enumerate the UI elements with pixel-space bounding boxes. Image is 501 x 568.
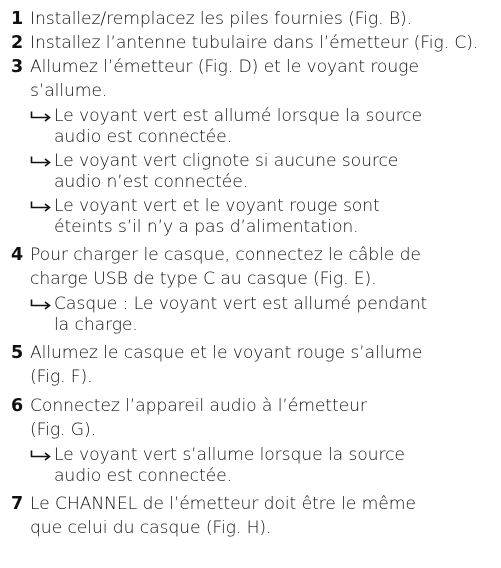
- step-text: Installez l’antenne tubulaire dans l’émetteur (Fig. C).: [30, 33, 479, 53]
- step-3-result-3: [30, 196, 493, 238]
- step-4: [11, 243, 493, 291]
- return-arrow-icon: [30, 294, 54, 315]
- result-text: Casque : Le voyant vert est allumé pendant la charge.: [54, 294, 428, 335]
- step-number: 6: [11, 396, 24, 416]
- result-text: Le voyant vert et le voyant rouge sont éteints s’il n’y a pas d’alimentation.: [54, 196, 380, 237]
- result-text: Le voyant vert clignote si aucune source audio n’est connectée.: [54, 151, 399, 192]
- result-text: Le voyant vert est allumé lorsque la source audio est connectée.: [54, 106, 423, 147]
- step-6-result-1: [30, 445, 493, 487]
- step-number: 2: [11, 33, 24, 53]
- step-number: 1: [11, 9, 24, 29]
- step-3-result-2: [30, 151, 493, 193]
- step-number: 7: [11, 494, 24, 514]
- step-text: Allumez le casque et le voyant rouge s’allume (Fig. F).: [30, 343, 423, 387]
- return-arrow-icon: [30, 445, 54, 466]
- step-7: [11, 492, 493, 540]
- step-3: [11, 55, 493, 103]
- step-number: 5: [11, 343, 24, 363]
- step-3-result-1: [30, 106, 493, 148]
- step-number: 3: [11, 57, 24, 77]
- step-1: [11, 7, 493, 31]
- step-4-result-1: [30, 294, 493, 336]
- step-text: Allumez l’émetteur (Fig. D) et le voyant rouge s’allume.: [30, 57, 419, 101]
- return-arrow-icon: [30, 196, 54, 217]
- step-5: [11, 341, 493, 389]
- step-text: Connectez l’appareil audio à l’émetteur (Fig. G).: [30, 396, 367, 440]
- step-2: [11, 31, 493, 55]
- return-arrow-icon: [30, 151, 54, 172]
- step-text: Installez/remplacez les piles fournies (Fig. B).: [30, 9, 412, 29]
- result-text: Le voyant vert s’allume lorsque la source audio est connectée.: [54, 445, 405, 486]
- return-arrow-icon: [30, 106, 54, 127]
- step-text: Le CHANNEL de l’émetteur doit être le même que celui du casque (Fig. H).: [30, 494, 416, 538]
- step-text: Pour charger le casque, connectez le câble de charge USB de type C au casque (Fig. E).: [30, 245, 421, 289]
- step-number: 4: [11, 245, 24, 265]
- step-6: [11, 394, 493, 442]
